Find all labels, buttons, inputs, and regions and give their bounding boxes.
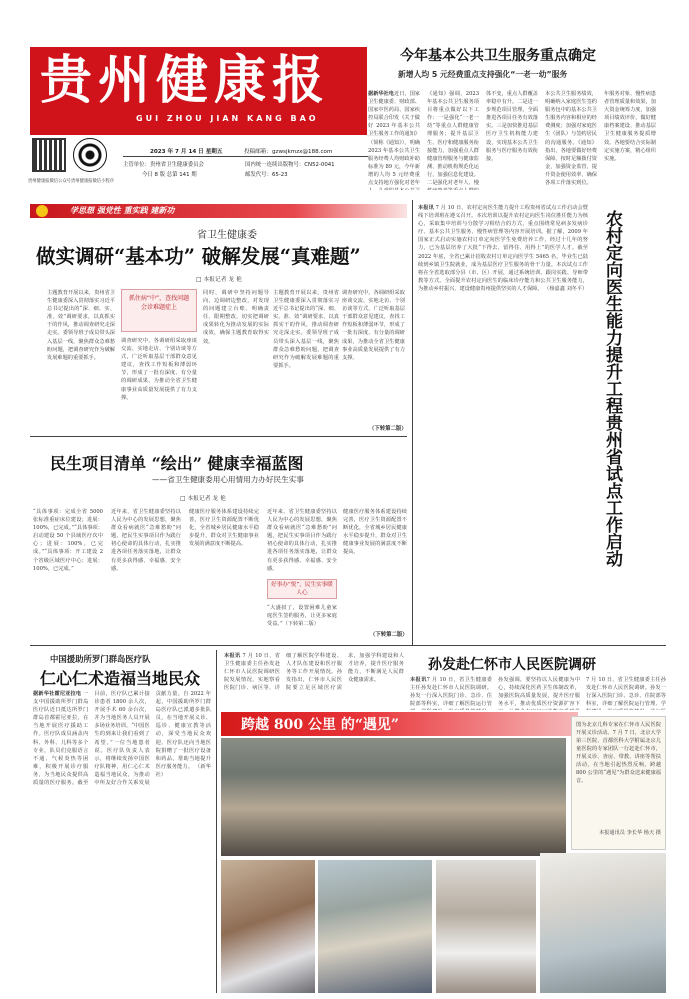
postal-code: 邮发代号：65-23	[245, 172, 288, 178]
photo-feature-banner	[221, 712, 578, 736]
story1-col-d: 主题教育开展以来，贵州省卫生健康委深入贯彻落实习近平总书记提出的“深、细、实、准、效”调研要求，以真抓实干的作风，推动调查研究走深走实。委领导班子成员带头深入基层一线，聚焦群众急难愁盼问题，把调查研究作为破解发展难题的重要抓手。	[273, 290, 339, 369]
slogan-bar	[30, 204, 407, 218]
masthead-title: 贵州健康报	[40, 50, 331, 111]
bottom-left-byline: 据新华社霍尼亚拉电	[33, 691, 82, 697]
lead-col-1: 据新华社电近日，国家卫生健康委、财政部、国家中医药局、国家疾控局联合印发《关于做好 2023 年基本公共卫生服务工作的通知》（简称《通知》），明确 2023 年基本公共卫生服务经费人均财政补助标准为 89 元，今年新增的人均 5 元经费重点支持地方强化对老年	[368, 91, 420, 187]
story1-col-b: 调查研究中，各调研组采取座谈交流、实地走访、个别访谈等方式，广泛听取基层干部群众意见建议，查找工作短板和薄弱环节，形成了一批有深度、有分量的调研成果，为推动全省卫生健康事业高质量发展提供了有力支撑。	[121, 338, 197, 401]
date-line: 2023 年 7 月 14 日 星期五	[150, 149, 223, 155]
photo-bottom-3	[436, 860, 536, 993]
right-story-author: （杨嘉鑫 刘冬平）	[544, 285, 588, 292]
qr-caption-miniprogram: 贵州健康报微信小程序	[71, 179, 114, 184]
story2-pull-quote: 好事办“悦”，民生实事暖人心	[271, 582, 333, 596]
story1-col-c: 同时，调研中坚持问题导向，边调研边整改，对发现的问题建立台账、明确责任、限期整改，切实把调研成果转化为推动发展的实际成效，确保主题教育取得实效。	[203, 290, 269, 345]
photo-caption: 图为北京儿科专家在仁怀市人民医院开展义诊活动。7 月 7 日，北京大学第三医院、首都医科大学附属北京儿童医院的专家团队一行赶赴仁怀市，开展义诊、查房、带教、讲座等帮扶活动，在当地引起热烈反响，跨越 800 公里的“遇见”为群众送来健康福音。	[576, 722, 661, 784]
right-story-byline: 本报讯	[418, 205, 434, 211]
lead-col-2: 《通知》强调，2023 年基本公共卫生服务项目将重点做好以下工作：一是强化“一老一幼”等重点人群健康管理服务；提升基层卫生、医疗和健康服务衔接能力，加强重点人群健康管理服务与健康监测、推动机构规范化运行，加强信息化建设。二是强化对老年人、慢	[427, 91, 479, 187]
story1-headline: 做实调研“基本功” 破解发展“真难题”	[36, 245, 361, 268]
issue-number: 今日 8 版 总第 141 期	[142, 172, 197, 178]
bottom-mid-body: 本报讯 7 月 10 日，省卫生健康委主任孙发赴仁怀市人民医院调研医院发展情况，实地察看医院门诊、病区等，详细了解医院学科建设、人才队伍建设和医疗服务等工作开展情况。孙发指出，仁怀市人民医院要立足区域医疗需求，加强学科建设和人才培养，提升医疗服务能力，不断满足人民群众健康需求。	[224, 653, 404, 692]
party-emblem-icon	[36, 205, 48, 217]
bottom-left-body: 据新华社霍尼亚拉电 一支中国援助所罗门群岛医疗队近日抵达所罗门群岛首都霍尼亚拉，在当地开展医疗援助工作。医疗队成员涵盖内科、外科、儿科等多个专业，队员们克服语言不通、气候炎热等困难，积极开展诊疗服务，为当地民众提供高质量的医疗服务。截至目前，医疗队已累计接诊患者 1800 余人次，开展手术 60 余台次，并为当地医务人员开展多场业务培训。“中国医生的到来让我们看到了希望。”一位当地患者说。医疗队负责人表示，将继续发扬中国医疗队精神，用仁心仁术造福当地民众，为推动中所友好合作关系发展贡献力量。自 2022 年起，中国援助所罗门群岛医疗队已派遣多批队员，在当地开展义诊、巡诊、健康宣教等活动，深受当地民众欢迎。医疗队还向当地医院捐赠了一批医疗设备和药品，帮助当地提升医疗服务能力。 （新华社）	[33, 691, 211, 787]
right-story-headline: 农村定向医生能力提升工程贵州省试点工作启动	[602, 210, 622, 567]
story1-continued[interactable]: （下转第二版）	[369, 426, 407, 432]
story1-byline: □ 本报记者 龙 艳	[196, 277, 242, 283]
cn-number: 国内统一连续出版物号：CN52-0041	[245, 162, 335, 168]
story1-pull-box	[121, 289, 197, 332]
story1-col-e: 调查研究中，各调研组采取座谈交流、实地走访、个别访谈等方式，广泛听取基层干部群众意见建议，查找工作短板和薄弱环节，形成了一批有深度、有分量的调研成果，为推动全省卫生健康事业高质量发展提供了有力支撑。	[342, 290, 405, 361]
right-story-text: 7 月 10 日，农村定向医生能力提升工程贵州省试点工作启动会暨线下培训班在遵义召开。本次培训以提升农村定向医生岗位胜任能力为核心，采取集中培训与分散学习相结合的方式，重点围绕常见病多发病诊疗、基本公共卫生服务、慢性病管理等内容开展培训。据了解，2009 年国家正式启动实施农村订单定向医学生免费培养工作，经过十几年的努力，已为基层培养了大批“下得去、留得住、用得上”的医学人才。截至 2022 年底，全省已累计招收农村订单定向医学生 5465 名，毕业生已陆续到乡镇卫生院就业，成为基层医疗卫生服务的骨干力量。本次试点工作将在全省选取部分县（市、区）开展，通过系统培训、跟岗实践、导师带教等方式，全面提升农村定向医生的临床诊疗能力和公共卫生服务能力，为推动乡村振兴、建设健康贵州提供坚实的人才保障。	[418, 205, 588, 292]
bottom-mid-byline: 本报讯	[224, 653, 241, 659]
photo-bottom-4	[540, 853, 666, 993]
lead-headline: 今年基本公共卫生服务重点确定	[400, 48, 596, 64]
story1-pull-quote: 抓住病“中”，查找问题会诊难题症上	[128, 295, 190, 311]
story2-col-d: 近年来，省卫生健康委坚持以人民为中心的发展思想，聚焦群众看病就医“急难愁盼”问题，把民生实事项目作为践行初心使命的具体行动，扎实推进各项任务落实落地，让群众有更多获得感、幸福感、安全感。	[267, 509, 337, 572]
photo-credit: 本报通讯员 李长华 杨天 摄	[598, 830, 661, 836]
story2-col-c: 健康医疗服务体系建设持续完善，医疗卫生资源配置不断优化，全省城乡居民健康水平稳步提升，群众对卫生健康事业发展的满意度不断提高。	[189, 509, 259, 548]
story2-headline: 民生项目清单 “绘出” 健康幸福蓝图	[50, 454, 304, 473]
photo-bottom-1	[221, 860, 315, 993]
bottom-left-headline: 仁心仁术造福当地民众	[40, 669, 201, 688]
story1-kicker: 省卫生健康委	[197, 230, 257, 241]
bottom-right-col-b: 孙发强调，要坚持以人民健康为中心，持续深化医药卫生体制改革，加强医院高质量发展，提升医疗服务水平，推动优质医疗资源扩容下	[498, 677, 580, 708]
email: 投稿邮箱：gzwsjkmzx@188.com	[244, 149, 333, 155]
lead-byline: 据新华社电	[368, 91, 394, 97]
story2-pull-box	[267, 579, 337, 599]
lead-subhead: 新增人均 5 元经费重点支持强化“一老一幼”服务	[398, 70, 568, 79]
lead-col-5: 年服务对象、慢性病患者管理质量和效果，加大资金统筹力度，加强项目绩效评价，做好健康档案建设、推动基层卫生健康服务提质增效。各地要结合实际制定实施方案，精心组织实施。	[604, 91, 656, 162]
bottom-right-col-a: 本报讯7 月 10 日，省卫生健康委主任孙发赴仁怀市人民医院调研。孙发一行深入医院门诊、急诊、住院部等科室，详细了解医院运行管	[410, 677, 492, 708]
photo-caption-box	[571, 716, 666, 850]
lead-col-3: 体不变，重点人群覆盖率稳中有升。二是进一步规范项目管理，全面推进各项目任务有效落实。三是加快推进基层医疗卫生机构能力建设，实现基本公共卫生服务与医疗服务有效衔接。	[486, 91, 538, 162]
qr-code-miniprogram[interactable]	[73, 138, 107, 172]
slogan-text: 学思想 强党性 重实践 建新功	[70, 206, 175, 215]
bottom-left-kicker: 中国援助所罗门群岛医疗队	[50, 654, 151, 664]
lead-col-4: 本公共卫生服务绩效，明确纳入家庭医生签约服务包中的基本公共卫生服务内容和相应的经费测度；加强对家庭医生（团队）与签约居民的沟通服务。《通知》指出，各地要做好经费保障，按时足额拨付资金，加强资金监管，提升资金使用效率，确保各项工作落实到位。	[545, 91, 597, 187]
story2-byline: □ 本报记者 龙 艳	[180, 496, 226, 502]
story2-col-e: “大盛叔了，设置困难儿童家庭医生签约服务，让更多家庭受益。”（下转第二版）	[267, 605, 337, 628]
masthead-pinyin: GUI ZHOU JIAN KANG BAO	[136, 114, 319, 123]
bottom-right-col-c: 7 月 10 日，省卫生健康委主任孙发赴仁怀市人民医院调研。孙发一行深入医院门诊、急诊、住院部等科室，详细了解医院运行管理、学	[586, 677, 666, 708]
story2-col-b: 近年来，省卫生健康委坚持以人民为中心的发展思想，聚焦群众看病就医“急难愁盼”问题，把民生实事项目作为践行初心使命的具体行动，扎实推进各项任务落实落地，让群众有更多获得感、幸福感、安全感。	[111, 509, 181, 572]
masthead-banner	[30, 47, 367, 135]
qr-code-wechat[interactable]	[32, 138, 66, 172]
qr-caption-wechat: 贵州健康报微信公众号	[28, 179, 71, 184]
right-story-body	[418, 204, 588, 640]
bottom-right-headline: 孙发赴仁怀市人民医院调研	[428, 657, 596, 673]
story2-subhead: ——省卫生健康委用心用情用力办好民生实事	[152, 475, 304, 484]
photo-main	[221, 738, 566, 856]
photo-feature-headline: 跨越 800 公里 的“遇见”	[241, 717, 399, 733]
photo-bottom-2	[318, 860, 432, 993]
story1-col-a: 主题教育开展以来，贵州省卫生健康委深入贯彻落实习近平总书记提出的“深、细、实、准、效”调研要求，以真抓实干的作风，推动调查研究走深走实。委领导班子成员带头深入基层一线，聚焦群众急难愁盼问题，把调查研究作为破解发展难题的重要抓手。	[47, 290, 115, 361]
story2-col-f: 健康医疗服务体系建设持续完善，医疗卫生资源配置不断优化，全省城乡居民健康水平稳步提升，群众对卫生健康事业发展的满意度不断提高。	[343, 509, 407, 556]
sponsor: 主管单位：贵州省卫生健康委员会	[123, 162, 204, 168]
story2-col-a: “具体事项：完成全省 5000 张标准重症床位建设；进展：100%，已完成。”“具体事项：启动建设 50 个县域医疗次中心；进展：100%，已完成。”“具体事项：开工建设 2 个省级区域医疗中心；进展：100%，已完成。”	[33, 509, 103, 572]
story2-continued[interactable]: （下转第二版）	[370, 632, 408, 638]
